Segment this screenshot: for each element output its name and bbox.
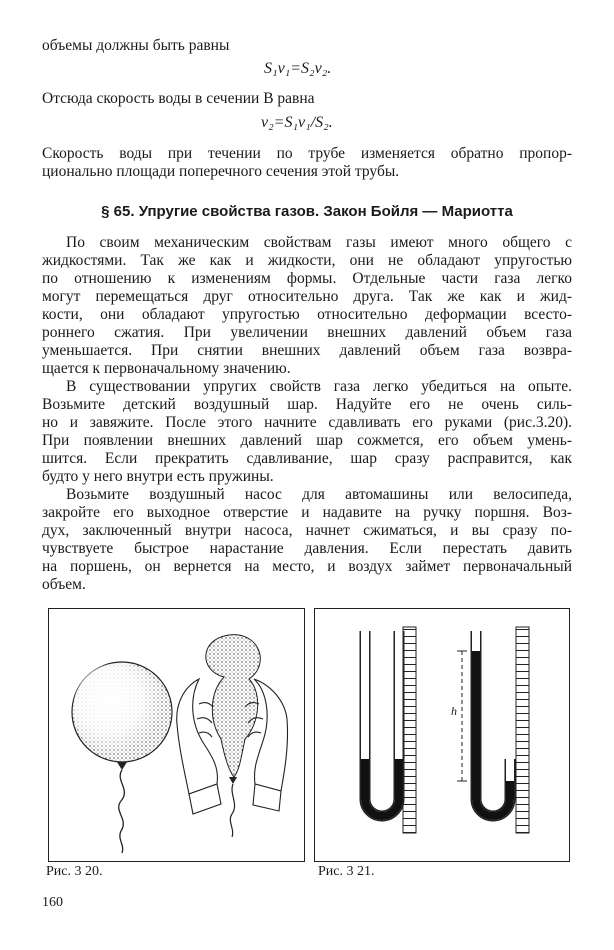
- text-line: на поршень, он вернется на место, и воздух займет первоначальный: [42, 558, 572, 575]
- text-line: дух, заключенный внутри насоса, начнет сжиматься, и вы сразу по-: [42, 522, 572, 539]
- page-number: 160: [42, 895, 63, 910]
- text-line: будто у него внутри есть пружины.: [42, 468, 274, 485]
- text-line: шится. Если прекратить сдавливание, шар сразу расправится, как: [42, 450, 572, 467]
- figure-caption-3-20: Рис. 3 20.: [46, 864, 103, 879]
- text-line: кости, они обладают упругостью относительно деформации всесто-: [42, 306, 572, 323]
- text-line: роннего сжатия. При увеличении внешних давлений объем газа: [42, 324, 572, 341]
- manometer-illustration: [315, 609, 569, 861]
- intro-line: объемы должны быть равны: [42, 37, 230, 54]
- text-line: уменьшается. При снятии внешних давлений объем газа возвра-: [42, 342, 572, 359]
- speed-line-2: ционально площади поперечного сечения этой трубы.: [42, 163, 400, 180]
- text-line: щается к первоначальному значению.: [42, 360, 291, 377]
- text-line: по отношению к изменениям формы. Отдельные части газа легко: [42, 270, 572, 287]
- text-line: но и завяжите. После этого начните сдавливать его руками (рис.3.20).: [42, 414, 572, 431]
- balloon-illustration: [49, 609, 304, 861]
- section-heading: § 65. Упругие свойства газов. Закон Бойля — Мариотта: [101, 203, 513, 220]
- u-tube-height-difference: [457, 627, 529, 833]
- formula-speed: v₂=S₁v₁/S₂.: [261, 114, 333, 131]
- text-line: Возьмите воздушный насос для автомашины или велосипеда,: [66, 486, 572, 503]
- text-line: При появлении внешних давлений шар сожмется, его объем умень-: [42, 432, 572, 449]
- speed-line-1: Скорость воды при течении по трубе изменяется обратно пропор-: [42, 145, 572, 162]
- text-line: По своим механическим свойствам газы имеют много общего с: [66, 234, 572, 251]
- formula-continuity: S₁v₁=S₂v₂.: [264, 60, 332, 77]
- text-line: чувствуете быстрое нарастание давления. Если перестать давить: [42, 540, 572, 557]
- text-line: Возьмите детский воздушный шар. Надуйте его не очень силь-: [42, 396, 572, 413]
- u-tube-equal-levels: [365, 627, 416, 833]
- height-label: h: [451, 704, 457, 718]
- balloon-icon: [72, 662, 172, 853]
- text-line: закройте его выходное отверстие и надавите на ручку поршня. Воз-: [42, 504, 572, 521]
- text-line: могут перемещаться друг относительно друга. Так же как и жид-: [42, 288, 572, 305]
- figure-caption-3-21: Рис. 3 21.: [318, 864, 375, 879]
- hence-line: Отсюда скорость воды в сечении B равна: [42, 90, 315, 107]
- figure-balloon: [48, 608, 305, 862]
- text-line: объем.: [42, 576, 86, 593]
- figure-manometer: [314, 608, 570, 862]
- text-line: В существовании упругих свойств газа легко убедиться на опыте.: [66, 378, 572, 395]
- text-line: жидкостями. Так же как и жидкости, они не обладают упругостью: [42, 252, 572, 269]
